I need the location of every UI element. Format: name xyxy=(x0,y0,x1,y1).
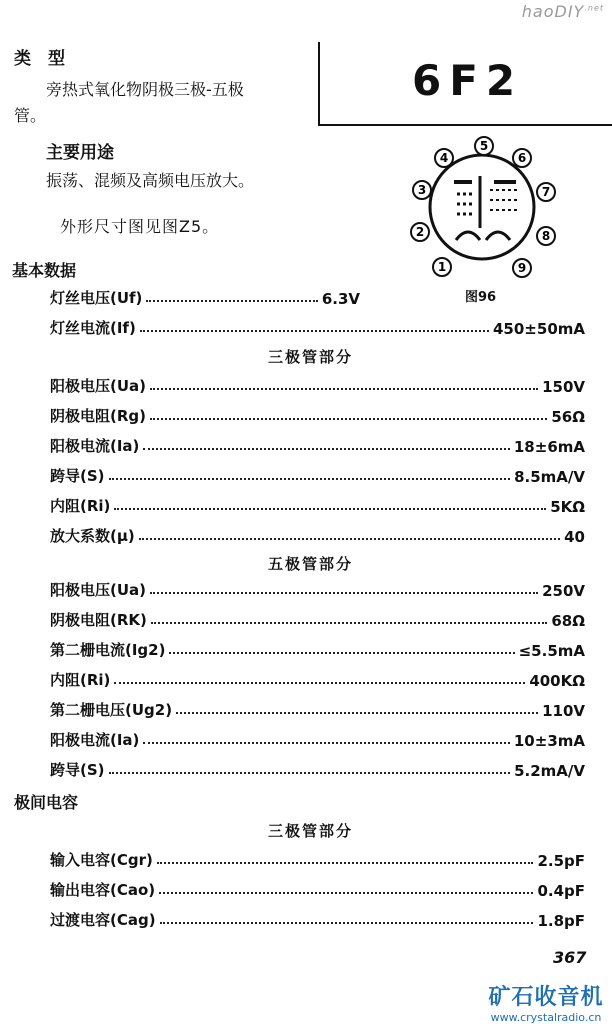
dimension-text: 外形尺寸图见图Z5。 xyxy=(60,217,220,236)
row-label: 阳极电流(Ia) xyxy=(50,437,140,455)
use-text: 振荡、混频及高频电压放大。 xyxy=(46,171,255,190)
heater-right xyxy=(486,232,510,240)
row-label: 内阻(Ri) xyxy=(50,671,111,689)
basic-heading: 基本数据 xyxy=(12,261,77,280)
tube-outline xyxy=(430,155,534,259)
row-value: 1.8pF xyxy=(537,912,585,930)
use-heading: 主要用途 xyxy=(46,143,114,163)
row-value: 0.4pF xyxy=(537,882,585,900)
pentode-row xyxy=(50,726,585,750)
row-value: 450±50mA xyxy=(493,320,585,338)
row-label: 阳极电流(Ia) xyxy=(50,731,140,749)
watermark-top-sup: .net xyxy=(584,3,604,13)
pin-9-label: 9 xyxy=(517,261,527,275)
row-label: 阴极电阻(RK) xyxy=(50,611,147,629)
pin-6-label: 6 xyxy=(517,151,527,165)
logo-url: www.crystalradio.cn xyxy=(490,1011,602,1024)
row-label: 输出电容(Cao) xyxy=(50,881,156,899)
row-value: 5.2mA/V xyxy=(514,762,585,780)
basic-row-filament-current xyxy=(50,314,585,338)
model-box xyxy=(318,42,612,126)
pin-8-label: 8 xyxy=(541,229,551,243)
logo-text: 矿石收音机 xyxy=(488,985,604,1010)
row-label: 输入电容(Cgr) xyxy=(50,851,153,869)
triode-row xyxy=(50,492,585,516)
pin-2-label: 2 xyxy=(415,225,425,239)
triode-row xyxy=(50,522,585,546)
pentode-row xyxy=(50,576,585,600)
row-label: 放大系数(μ) xyxy=(50,527,135,545)
triode-row xyxy=(50,462,585,486)
row-label: 第二栅电流(Ig2) xyxy=(50,641,166,659)
row-label: 阳极电压(Ua) xyxy=(50,581,147,599)
row-value: 8.5mA/V xyxy=(514,468,585,486)
heater-left xyxy=(456,232,480,240)
row-value: 150V xyxy=(542,378,585,396)
cap-triode-heading: 三极管部分 xyxy=(268,822,354,840)
row-value: 10±3mA xyxy=(513,732,585,750)
type-text-line2: 管。 xyxy=(14,106,47,125)
cap-row xyxy=(50,876,585,900)
row-label: 灯丝电流(If) xyxy=(50,319,136,337)
row-label: 过渡电容(Cag) xyxy=(50,911,156,929)
triode-row xyxy=(50,402,585,426)
row-value: 6.3V xyxy=(321,290,360,308)
row-value: 5KΩ xyxy=(550,498,585,516)
row-value: ≤5.5mA xyxy=(518,642,585,660)
electrode-plate-left xyxy=(454,180,472,184)
pentode-heading: 五极管部分 xyxy=(268,555,354,573)
pin-4-label: 4 xyxy=(439,151,449,165)
pentode-row xyxy=(50,696,585,720)
triode-row xyxy=(50,432,585,456)
row-value: 110V xyxy=(542,702,585,720)
pin-7-label: 7 xyxy=(541,185,551,199)
pin-3-label: 3 xyxy=(417,183,427,197)
pin-5-label: 5 xyxy=(479,139,489,153)
watermark-top xyxy=(522,2,604,21)
row-label: 跨导(S) xyxy=(50,761,105,779)
row-value: 400KΩ xyxy=(529,672,585,690)
basic-row-filament-voltage xyxy=(50,284,360,308)
row-value: 68Ω xyxy=(551,612,585,630)
type-heading: 类 型 xyxy=(14,49,65,69)
pentode-row xyxy=(50,606,585,630)
cap-row xyxy=(50,846,585,870)
pentode-row xyxy=(50,756,585,780)
row-value: 250V xyxy=(542,582,585,600)
site-logo xyxy=(486,980,606,1024)
cap-row xyxy=(50,906,585,930)
model-number: 6F2 xyxy=(412,56,524,105)
pentode-row xyxy=(50,636,585,660)
figure-caption: 图96 xyxy=(465,290,497,305)
row-label: 阴极电阻(Rg) xyxy=(50,407,146,425)
type-text-line1: 旁热式氧化物阴极三极-五极 xyxy=(46,80,244,99)
row-value: 40 xyxy=(564,528,585,546)
row-label: 阳极电压(Ua) xyxy=(50,377,147,395)
pin-diagram xyxy=(402,132,572,282)
row-label: 内阻(Ri) xyxy=(50,497,111,515)
capacitance-heading: 极间电容 xyxy=(14,793,79,812)
row-value: 18±6mA xyxy=(513,438,585,456)
row-value: 2.5pF xyxy=(537,852,585,870)
page-number: 367 xyxy=(553,948,587,967)
pin-1-label: 1 xyxy=(437,260,447,274)
row-value: 56Ω xyxy=(551,408,585,426)
pentode-row xyxy=(50,666,585,690)
triode-row xyxy=(50,372,585,396)
row-label: 跨导(S) xyxy=(50,467,105,485)
triode-heading: 三极管部分 xyxy=(268,348,354,366)
row-label: 灯丝电压(Uf) xyxy=(50,289,143,307)
row-label: 第二栅电压(Ug2) xyxy=(50,701,173,719)
watermark-top-text: haoDIY xyxy=(521,2,585,21)
electrode-plate-right xyxy=(494,180,516,184)
